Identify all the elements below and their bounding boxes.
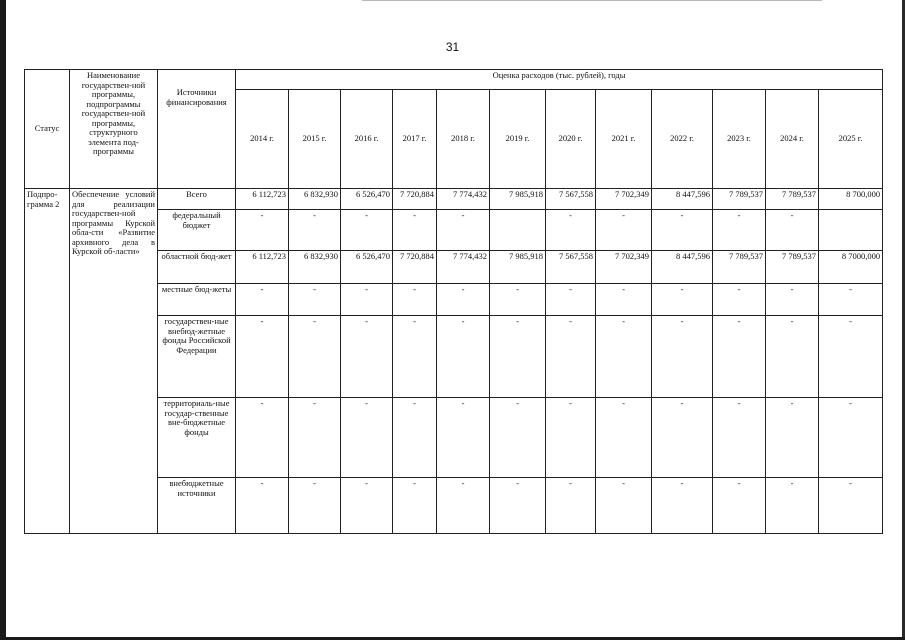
header-year-1: 2014 г. — [236, 90, 289, 189]
value-cell: - — [652, 284, 713, 316]
value-cell: 7 720,884 — [393, 251, 437, 284]
value-cell: 7 789,537 — [713, 189, 766, 210]
value-cell: - — [289, 316, 341, 398]
value-cell: - — [546, 210, 596, 251]
value-cell: 6 832,930 — [289, 251, 341, 284]
header-program-name: Наименование государствен-ной программы, подпрограммы государствен-ной программы, структурного элемента под-программы — [70, 70, 158, 189]
funding-source-cell: государствен-ные внебюд-жетные фонды Российской Федерации — [158, 316, 236, 398]
table-row — [25, 189, 883, 210]
value-cell: - — [236, 316, 289, 398]
header-year-11: 2024 г. — [766, 90, 819, 189]
value-cell: 7 789,537 — [766, 189, 819, 210]
value-cell: - — [341, 210, 393, 251]
program-name-cell: Обеспечение условий для реализации государствен-ной программы Курской обла-сти «Развитие архивного дела в Курской об-ласти» — [70, 189, 158, 534]
value-cell: 7 702,349 — [596, 251, 652, 284]
header-status: Статус — [25, 70, 70, 189]
funding-source-cell: областной бюд-жет — [158, 251, 236, 284]
value-cell: - — [596, 398, 652, 478]
header-expense-estimate: Оценка расходов (тыс. рублей), годы — [236, 70, 883, 90]
value-cell: - — [652, 316, 713, 398]
value-cell: 7 774,432 — [437, 251, 490, 284]
funding-source-cell: территориаль-ные государ-ственные вне-бюджетные фонды — [158, 398, 236, 478]
value-cell: 8 447,596 — [652, 189, 713, 210]
header-funding-sources: Источники финансирования — [158, 70, 236, 189]
value-cell: - — [713, 398, 766, 478]
value-cell: - — [393, 478, 437, 534]
value-cell: 7 774,432 — [437, 189, 490, 210]
value-cell: - — [596, 316, 652, 398]
value-cell: - — [437, 398, 490, 478]
value-cell: - — [819, 284, 883, 316]
value-cell: 8 7000,000 — [819, 251, 883, 284]
value-cell: 7 985,918 — [490, 251, 546, 284]
value-cell: - — [819, 478, 883, 534]
value-cell: - — [490, 284, 546, 316]
value-cell: - — [490, 316, 546, 398]
value-cell: - — [437, 316, 490, 398]
value-cell: - — [236, 284, 289, 316]
value-cell: - — [289, 478, 341, 534]
header-year-4: 2017 г. — [393, 90, 437, 189]
value-cell: - — [596, 210, 652, 251]
value-cell: - — [490, 398, 546, 478]
header-year-9: 2022 г. — [652, 90, 713, 189]
value-cell: - — [546, 316, 596, 398]
value-cell: - — [652, 210, 713, 251]
value-cell: - — [341, 478, 393, 534]
value-cell: - — [490, 478, 546, 534]
value-cell: - — [766, 284, 819, 316]
value-cell: - — [596, 284, 652, 316]
value-cell: - — [713, 316, 766, 398]
funding-source-cell: внебюджетные источники — [158, 478, 236, 534]
value-cell: - — [546, 478, 596, 534]
value-cell: - — [437, 210, 490, 251]
value-cell: - — [289, 284, 341, 316]
value-cell: 7 567,558 — [546, 251, 596, 284]
status-cell: Подпро-грамма 2 — [25, 189, 70, 534]
value-cell: - — [546, 398, 596, 478]
header-year-5: 2018 г. — [437, 90, 490, 189]
value-cell: - — [546, 284, 596, 316]
value-cell: - — [393, 210, 437, 251]
value-cell: 8 447,596 — [652, 251, 713, 284]
value-cell: - — [437, 478, 490, 534]
value-cell: - — [289, 210, 341, 251]
value-cell: 6 832,930 — [289, 189, 341, 210]
funding-source-cell: местные бюд-жеты — [158, 284, 236, 316]
value-cell: - — [341, 316, 393, 398]
value-cell: 6 112,723 — [236, 189, 289, 210]
value-cell: 6 526,470 — [341, 189, 393, 210]
value-cell: - — [819, 398, 883, 478]
value-cell: 7 789,537 — [713, 251, 766, 284]
value-cell: - — [236, 398, 289, 478]
header-year-3: 2016 г. — [341, 90, 393, 189]
value-cell: - — [766, 316, 819, 398]
value-cell: - — [341, 398, 393, 478]
header-year-12: 2025 г. — [819, 90, 883, 189]
header-year-2: 2015 г. — [289, 90, 341, 189]
header-year-10: 2023 г. — [713, 90, 766, 189]
value-cell: - — [652, 478, 713, 534]
value-cell: - — [713, 210, 766, 251]
value-cell: - — [341, 284, 393, 316]
value-cell: 7 789,537 — [766, 251, 819, 284]
header-year-8: 2021 г. — [596, 90, 652, 189]
value-cell: 6 526,470 — [341, 251, 393, 284]
value-cell: - — [766, 398, 819, 478]
value-cell: - — [652, 398, 713, 478]
top-scan-rule — [362, 0, 822, 1]
value-cell: 6 112,723 — [236, 251, 289, 284]
value-cell: 7 567,558 — [546, 189, 596, 210]
page-number: 31 — [445, 40, 460, 54]
value-cell: - — [289, 398, 341, 478]
value-cell: - — [393, 284, 437, 316]
value-cell: 7 702,349 — [596, 189, 652, 210]
funding-source-cell: федеральный бюджет — [158, 210, 236, 251]
page-frame-left-edge — [0, 0, 6, 640]
value-cell: - — [596, 478, 652, 534]
value-cell — [819, 210, 883, 251]
value-cell: - — [393, 316, 437, 398]
budget-table — [24, 69, 883, 534]
value-cell: - — [766, 478, 819, 534]
value-cell: - — [393, 398, 437, 478]
header-year-6: 2019 г. — [490, 90, 546, 189]
value-cell: 7 720,884 — [393, 189, 437, 210]
value-cell: - — [236, 478, 289, 534]
value-cell: 7 985,918 — [490, 189, 546, 210]
value-cell: - — [766, 210, 819, 251]
header-year-7: 2020 г. — [546, 90, 596, 189]
funding-source-cell: Всего — [158, 189, 236, 210]
value-cell: - — [819, 316, 883, 398]
value-cell — [490, 210, 546, 251]
value-cell: - — [437, 284, 490, 316]
value-cell: - — [236, 210, 289, 251]
value-cell: - — [713, 478, 766, 534]
value-cell: - — [713, 284, 766, 316]
value-cell: 8 700,000 — [819, 189, 883, 210]
